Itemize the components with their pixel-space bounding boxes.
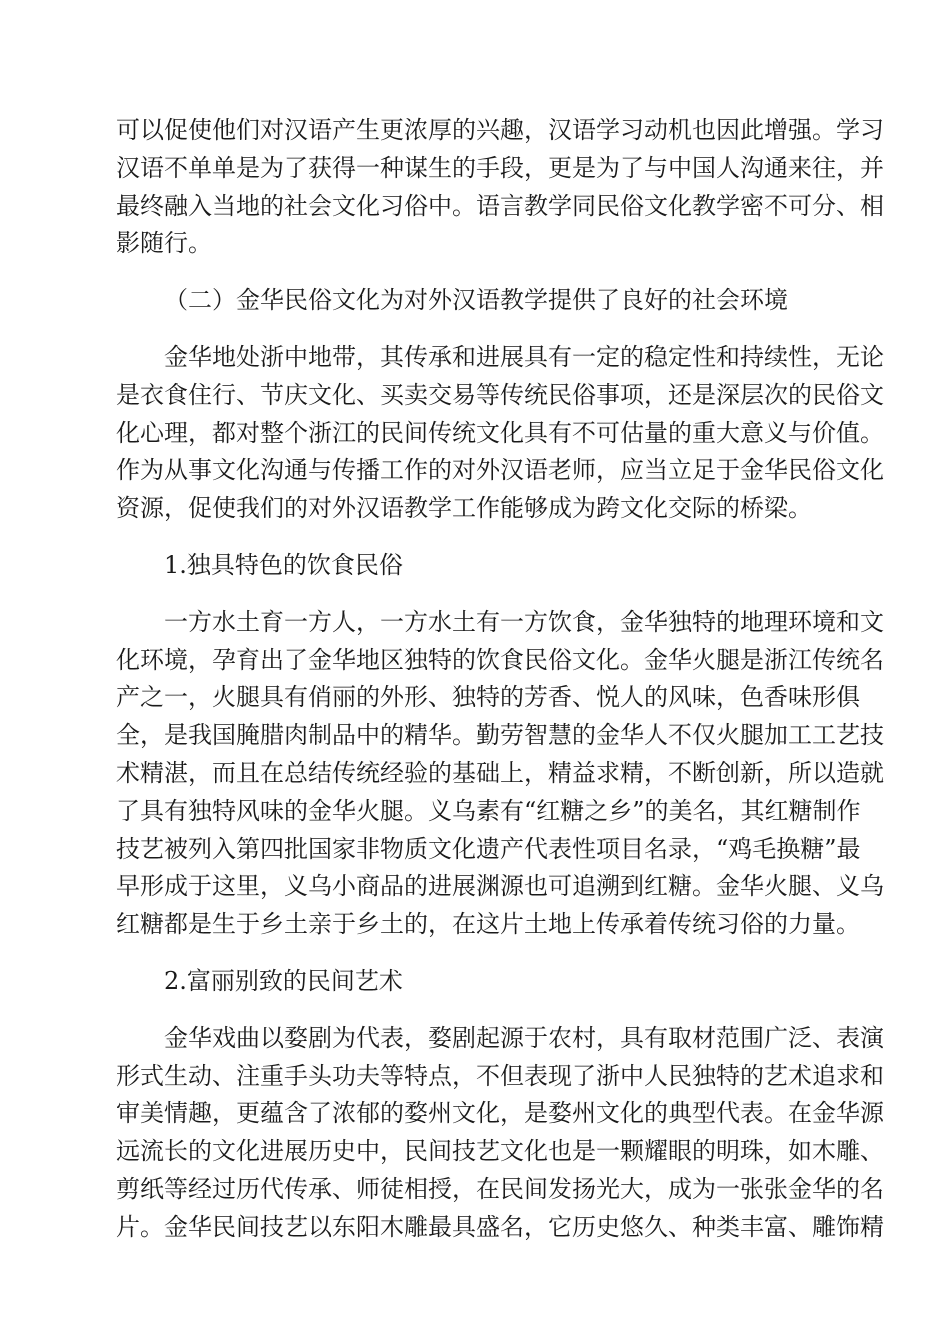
text-line: 金华戏曲以婺剧为代表，婺剧起源于农村，具有取材范围广泛、表演 <box>164 1023 884 1052</box>
subsection-heading <box>116 963 836 1001</box>
paragraph <box>116 339 884 528</box>
text-line: 金华地处浙中地带，其传承和进展具有一定的稳定性和持续性，无论 <box>164 342 884 371</box>
text-line: 片。金华民间技艺以东阳木雕最具盛名，它历史悠久、种类丰富、雕饰精 <box>116 1212 884 1241</box>
text-line: 早形成于这里，义乌小商品的进展渊源也可追溯到红糖。金华火腿、义乌 <box>116 872 884 901</box>
text-line: 汉语不单单是为了获得一种谋生的手段，更是为了与中国人沟通来往，并 <box>116 153 884 182</box>
subsection-heading-text: 2.富丽别致的民间艺术 <box>164 966 403 995</box>
text-line: 术精湛，而且在总结传统经验的基础上，精益求精，不断创新，所以造就 <box>116 758 884 787</box>
text-line: 资源，促使我们的对外汉语教学工作能够成为跨文化交际的桥梁。 <box>116 494 812 523</box>
text-line: 化心理，都对整个浙江的民间传统文化具有不可估量的重大意义与价值。 <box>116 418 884 447</box>
text-line: 审美情趣，更蕴含了浓郁的婺州文化，是婺州文化的典型代表。在金华源 <box>116 1099 884 1128</box>
paragraph <box>116 1020 884 1247</box>
paragraph <box>116 112 884 263</box>
paragraph <box>116 604 884 944</box>
subsection-heading-text: 1.独具特色的饮食民俗 <box>164 550 403 579</box>
section-heading <box>116 282 836 320</box>
text-line: 可以促使他们对汉语产生更浓厚的兴趣，汉语学习动机也因此增强。学习 <box>116 116 884 144</box>
text-line: 红糖都是生于乡土亲于乡土的，在这片土地上传承着传统习俗的力量。 <box>116 910 860 939</box>
text-line: 影随行。 <box>116 229 212 258</box>
text-line: 剪纸等经过历代传承、师徒相授，在民间发扬光大，成为一张张金华的名 <box>116 1174 884 1203</box>
text-line: 最终融入当地的社会文化习俗中。语言教学同民俗文化教学密不可分、相 <box>116 191 884 220</box>
subsection-heading <box>116 547 836 585</box>
text-line: 产之一，火腿具有俏丽的外形、独特的芳香、悦人的风味，色香味形俱 <box>116 683 860 712</box>
text-line: 作为从事文化沟通与传播工作的对外汉语老师，应当立足于金华民俗文化 <box>116 456 884 485</box>
text-line: 化环境，孕育出了金华地区独特的饮食民俗文化。金华火腿是浙江传统名 <box>116 645 884 674</box>
text-line: 形式生动、注重手头功夫等特点，不但表现了浙中人民独特的艺术追求和 <box>116 1061 884 1090</box>
section-heading-text: （二）金华民俗文化为对外汉语教学提供了良好的社会环境 <box>164 286 788 315</box>
text-line: 全，是我国腌腊肉制品中的精华。勤劳智慧的金华人不仅火腿加工工艺技 <box>116 721 884 750</box>
text-line: 技艺被列入第四批国家非物质文化遗产代表性项目名录，“鸡毛换糖”最 <box>116 834 861 863</box>
text-line: 了具有独特风味的金华火腿。义乌素有“红糖之乡”的美名，其红糖制作 <box>116 796 861 825</box>
document-page <box>116 112 884 1247</box>
text-line: 一方水土育一方人，一方水土有一方饮食，金华独特的地理环境和文 <box>164 607 884 636</box>
text-line: 远流长的文化进展历史中，民间技艺文化也是一颗耀眼的明珠，如木雕、 <box>116 1137 884 1166</box>
text-line: 是衣食住行、节庆文化、买卖交易等传统民俗事项，还是深层次的民俗文 <box>116 380 884 409</box>
